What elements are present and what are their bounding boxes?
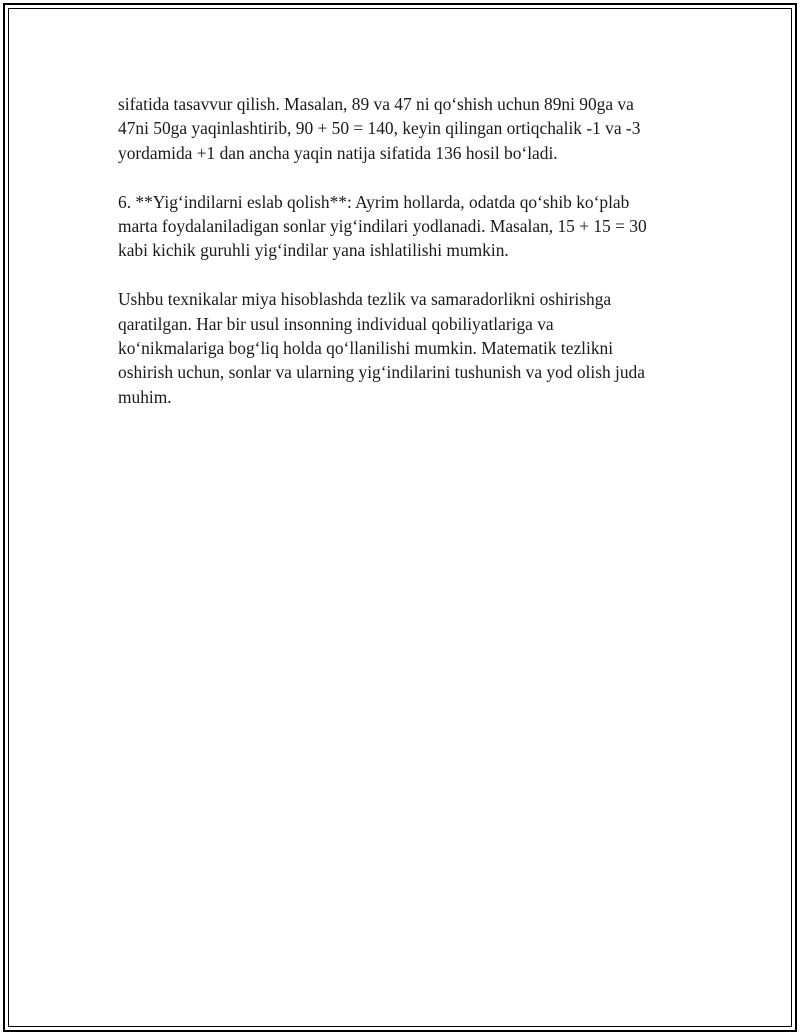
- text-line: Ushbu texnikalar miya hisoblashda tezlik va samaradorlikni oshirishga: [118, 289, 612, 310]
- text-line: sifatida tasavvur qilish. Masalan, 89 va 47 ni qo‘shish uchun 89ni 90ga va: [118, 94, 634, 114]
- document-body: [118, 92, 688, 434]
- text-line: ko‘nikmalariga bog‘liq holda qo‘llanilishi mumkin. Matematik tezlikni: [118, 338, 614, 359]
- text-line: yordamida +1 dan ancha yaqin natija sifatida 136 hosil bo‘ladi.: [118, 142, 558, 163]
- text-line: marta foydalaniladigan sonlar yig‘indilari yodlanadi. Masalan, 15 + 15 = 30: [118, 216, 647, 237]
- text-line: muhim.: [118, 386, 172, 407]
- text-line: oshirish uchun, sonlar va ularning yig‘indilarini tushunish va yod olish juda: [118, 362, 645, 383]
- text-line: 47ni 50ga yaqinlashtirib, 90 + 50 = 140, keyin qilingan ortiqchalik -1 va -3: [118, 118, 641, 139]
- paragraph-technique-5-continued: [118, 92, 688, 165]
- text-line: 6. **Yig‘indilarni eslab qolish**: Ayrim hollarda, odatda qo‘shib ko‘plab: [118, 191, 630, 212]
- text-line: kabi kichik guruhli yig‘indilar yana ishlatilishi mumkin.: [118, 240, 509, 261]
- paragraph-technique-6: [118, 190, 688, 263]
- paragraph-conclusion: [118, 287, 688, 409]
- text-line: qaratilgan. Har bir usul insonning individual qobiliyatlariga va: [118, 313, 554, 334]
